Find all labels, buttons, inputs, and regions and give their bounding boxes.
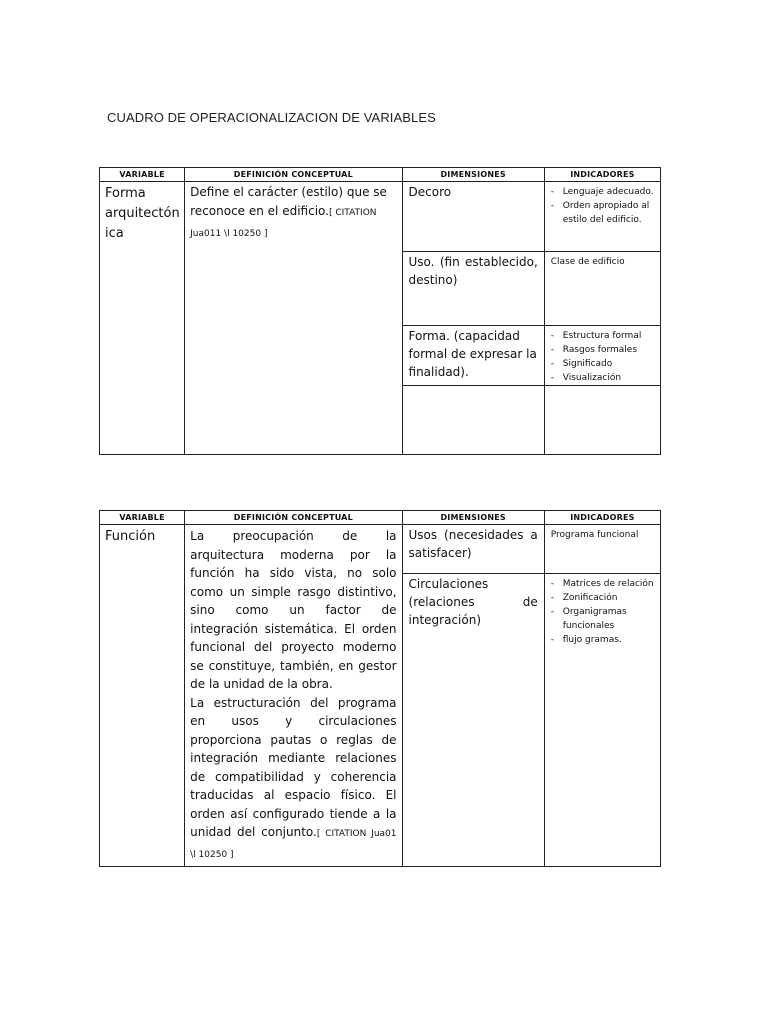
list-item: - Orden apropiado al estilo del edificio. xyxy=(550,201,650,225)
header-indicators: INDICADORES xyxy=(544,511,660,525)
citation-field: [ CITATION Jua011 \l 10250 ] xyxy=(190,208,377,239)
indicator-cell xyxy=(544,182,660,252)
list-item: - Lenguaje adecuado. xyxy=(550,187,654,197)
list-item: - Significado xyxy=(550,359,613,369)
list-item: - Visualización xyxy=(550,373,622,383)
header-indicators: INDICADORES xyxy=(544,168,660,182)
variables-table-funcion xyxy=(99,510,661,867)
variables-table-forma xyxy=(99,167,661,455)
definition-paragraph-1: La preocupación de la arquitectura moderna por la función ha sido vista, no solo como un simple rasgo distintivo, sino como un factor de integración sistemática. El orden funcional del proyecto moderno se constituye, también, en gestor de la unidad de la obra. xyxy=(190,529,397,691)
variable-name: Función xyxy=(105,529,156,544)
indicator-list xyxy=(545,326,660,385)
dimension-text: Uso. (fin establecido, destino) xyxy=(408,255,538,287)
indicator-text: Clase de edificio xyxy=(550,257,625,267)
table-row xyxy=(100,182,661,252)
header-variable: VARIABLE xyxy=(100,168,185,182)
dimension-text: Circulaciones (relaciones de integración) xyxy=(408,576,538,627)
variable-cell xyxy=(100,525,185,867)
definition-cell xyxy=(185,525,402,867)
dimension-text: Usos (necesidades a satisfacer) xyxy=(408,528,538,560)
table-header-row xyxy=(100,168,661,182)
table-header-row xyxy=(100,511,661,525)
list-item: - Rasgos formales xyxy=(550,345,638,355)
definition-paragraph-2: La estructuración del programa en usos y circulaciones proporciona pautas o reglas de integración mediante relaciones de compatibilidad y coherencia traducidas al espacio físico. El orden así configurado tiende a la unidad del conjunto.[ CITATION Jua01 \l 10250 ] xyxy=(190,695,397,860)
dimension-cell xyxy=(402,252,544,326)
dimension-text: Decoro xyxy=(408,185,452,199)
list-item: - Zonificación xyxy=(550,592,618,603)
header-definition: DEFINICIÓN CONCEPTUAL xyxy=(185,511,402,525)
table-row xyxy=(100,525,661,574)
dimension-cell-empty xyxy=(402,386,544,455)
variable-cell xyxy=(100,182,185,455)
dimension-cell xyxy=(402,573,544,866)
header-dimensions: DIMENSIONES xyxy=(402,511,544,525)
definition-text: Define el carácter (estilo) que se reconoce en el edificio. xyxy=(190,185,387,218)
list-item: - Matrices de relación xyxy=(550,578,654,589)
indicator-list xyxy=(545,182,660,227)
header-definition: DEFINICIÓN CONCEPTUAL xyxy=(185,168,402,182)
dimension-cell xyxy=(402,326,544,386)
citation-field: [ CITATION Jua01 \l 10250 ] xyxy=(190,829,397,860)
variable-name: Forma arquitectón ica xyxy=(105,186,180,241)
indicator-cell xyxy=(544,525,660,574)
list-item: - Organigramas funcionales xyxy=(550,606,627,631)
dimension-text: Forma. (capacidad formal de expresar la finalidad). xyxy=(408,329,537,379)
definition-cell xyxy=(185,182,402,455)
indicator-text: Programa funcional xyxy=(550,530,639,540)
indicator-list xyxy=(545,574,660,647)
indicator-cell xyxy=(544,573,660,866)
header-dimensions: DIMENSIONES xyxy=(402,168,544,182)
list-item: - Estructura formal xyxy=(550,331,642,341)
indicator-cell xyxy=(544,326,660,386)
indicator-cell xyxy=(544,252,660,326)
dimension-cell xyxy=(402,182,544,252)
dimension-cell xyxy=(402,525,544,574)
page-title: CUADRO DE OPERACIONALIZACION DE VARIABLES xyxy=(107,110,436,125)
header-variable: VARIABLE xyxy=(100,511,185,525)
list-item: - flujo gramas. xyxy=(550,634,622,645)
indicator-cell-empty xyxy=(544,386,660,455)
